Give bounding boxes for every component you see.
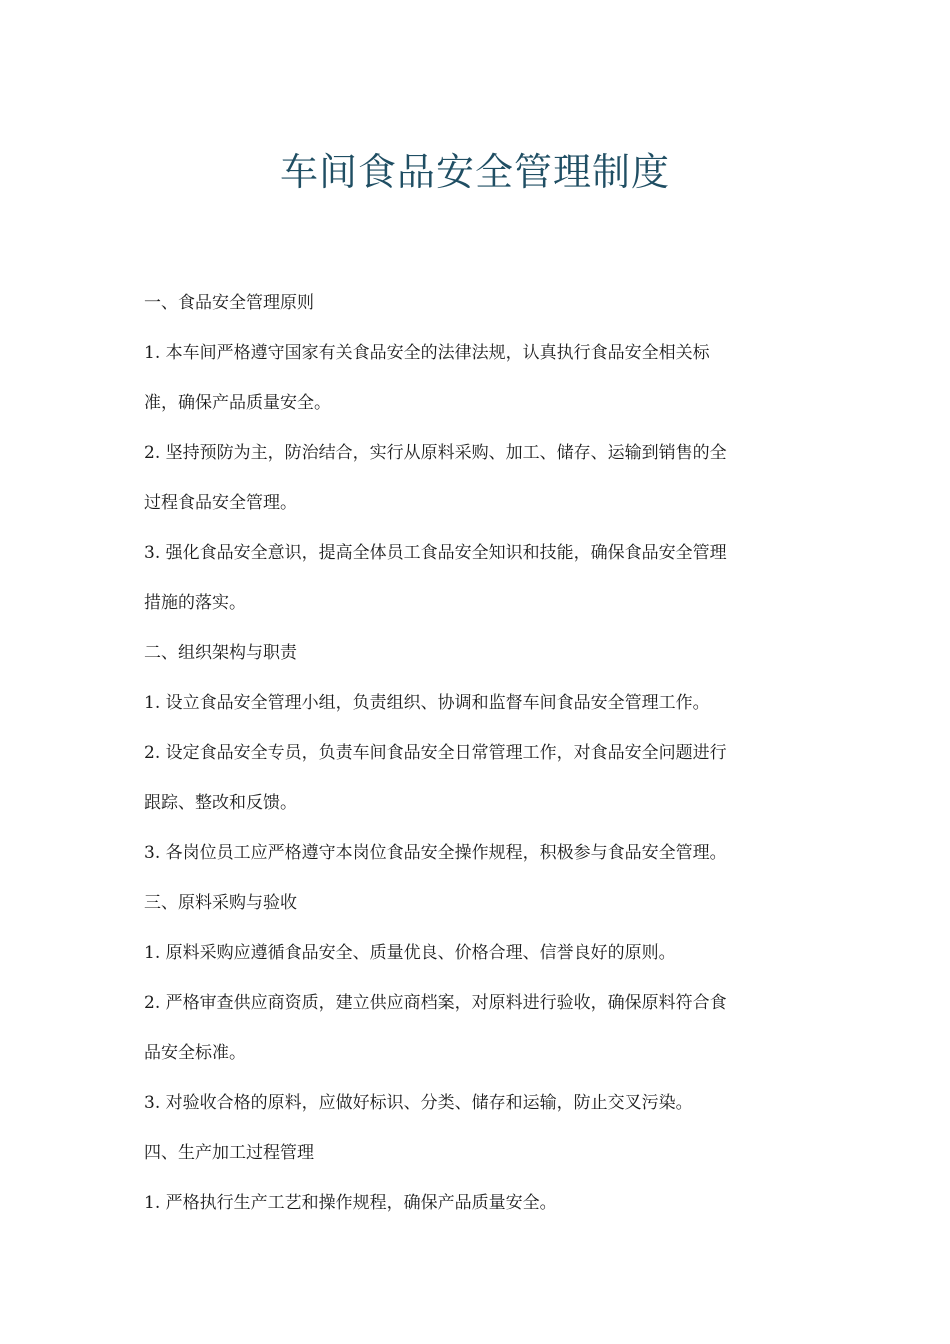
paragraph-line: 跟踪、整改和反馈。 [144, 793, 297, 813]
paragraph-line: 1. 原料采购应遵循食品安全、质量优良、价格合理、信誉良好的原则。 [144, 943, 676, 963]
paragraph-line: 1. 设立食品安全管理小组，负责组织、协调和监督车间食品安全管理工作。 [144, 693, 710, 713]
paragraph-line: 3. 强化食品安全意识，提高全体员工食品安全知识和技能，确保食品安全管理 [144, 543, 727, 563]
paragraph-line: 品安全标准。 [144, 1043, 246, 1063]
document-body [144, 285, 809, 1235]
paragraph-line: 3. 对验收合格的原料，应做好标识、分类、储存和运输，防止交叉污染。 [144, 1093, 693, 1113]
paragraph-line: 2. 严格审查供应商资质，建立供应商档案，对原料进行验收，确保原料符合食 [144, 993, 727, 1013]
section-heading-3: 三、原料采购与验收 [144, 893, 297, 913]
paragraph-line: 2. 设定食品安全专员，负责车间食品安全日常管理工作，对食品安全问题进行 [144, 743, 727, 763]
paragraph-line: 过程食品安全管理。 [144, 493, 297, 513]
paragraph-line: 措施的落实。 [144, 593, 246, 613]
paragraph-line: 准，确保产品质量安全。 [144, 393, 331, 413]
section-heading-4: 四、生产加工过程管理 [144, 1143, 314, 1163]
paragraph-line: 2. 坚持预防为主，防治结合，实行从原料采购、加工、储存、运输到销售的全 [144, 443, 727, 463]
section-heading-1: 一、食品安全管理原则 [144, 293, 314, 313]
paragraph-line: 1. 严格执行生产工艺和操作规程，确保产品质量安全。 [144, 1193, 557, 1213]
paragraph-line: 1. 本车间严格遵守国家有关食品安全的法律法规，认真执行食品安全相关标 [144, 343, 710, 363]
paragraph-line: 3. 各岗位员工应严格遵守本岗位食品安全操作规程，积极参与食品安全管理。 [144, 843, 727, 863]
document-title: 车间食品安全管理制度 [279, 150, 670, 194]
section-heading-2: 二、组织架构与职责 [144, 643, 297, 663]
